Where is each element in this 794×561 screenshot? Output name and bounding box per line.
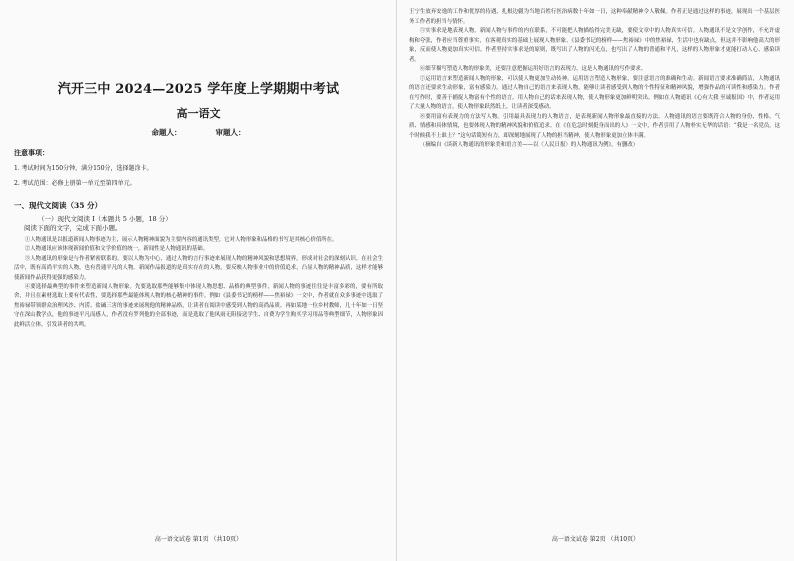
subsection-heading: （一）现代文阅读 I（本题共 5 小题，18 分） bbox=[38, 215, 172, 223]
subject-title: 高一语文 bbox=[176, 107, 221, 120]
reviewer-label: 审题人： bbox=[215, 128, 246, 137]
passage-paragraph: ⑤实事求是地表现人物。新闻人物与事件的内在联系，不可能把人物描绘得完美无缺，要使文章中的人物真实可信。人物通讯不是文学创作，不允许虚构和夸张，作者应当尊重事实，在客观真实的基础上展现人物形象。《县委书记的榜样——焦裕禄》中的焦裕禄，生活中也有缺点，但这并不影响他高大的形象，反而使人物更加真实可信。作者坚持实事求是的原则，既写出了人物的闪光点，也写出了人物的普通和平凡，这样的人物形象才更能打动人心、感染读者。 bbox=[409, 28, 780, 63]
section-heading: 一、现代文阅读（35 分） bbox=[14, 201, 103, 210]
page-footer: 高一语文试卷 第2页 （共10页） bbox=[551, 536, 640, 543]
notice-item: 2. 考试范围：必修上册第一单元至第四单元。 bbox=[14, 180, 136, 187]
exam-title: 汽开三中 2024—2025 学年度上学期期中考试 bbox=[57, 82, 340, 97]
passage-paragraph: 王宁生放弃安逸的工作和优厚的待遇，扎根边疆为当地百姓行医治病数十年如一日，这种奉献精神令人敬佩。作者正是通过这样的事迹，展现出一个基层医务工作者的担当与情怀。 bbox=[409, 9, 780, 25]
passage-paragraph: ②人物通讯应该体现新闻价值和文学价值的统一，新闻性是人物通讯的基础。 bbox=[24, 246, 209, 253]
page-footer: 高一语文试卷 第1页 （共10页） bbox=[154, 536, 243, 543]
author-line bbox=[14, 127, 383, 138]
passage-paragraph: ⑥细节描写塑造人物的形象美，还要注意把握运用好语言的表现力，这是人物通讯的写作要求。 bbox=[419, 66, 647, 72]
notice-heading: 注意事项： bbox=[14, 148, 49, 157]
passage-paragraph: ④要选择最典型的事件来塑造新闻人物形象。先要选取那些能够集中体现人物思想、品格的典型事件，新闻人物的事迹往往是丰富多彩的，要有所取舍，并且在素材选取上要有代表性，要选择那些最能体现人物的核心精神的事件。例如《县委书记的榜样——焦裕禄》一文中，作者就在众多事迹中选取了焦裕禄带领群众治理风沙、内涝、盐碱三害的事迹来展现他的精神品格，让读者在阅读中感受到人物的高尚品质。再如某地一位乡村教师，几十年如一日坚守在深山教学点，他的事迹平凡而感人，作者没有罗列他的全部事迹，而是选取了他风雨无阻接送学生、自费为学生购买学习用品等典型细节，人物形象因此鲜活立体，引发读者的共鸣。 bbox=[14, 284, 383, 328]
passage-paragraph: ⑧要用富有表现力的方法写人物。引用最具表现力的人物语言，是表现新闻人物形象最直接的方法。人物通讯的语言要既符合人物的身份、性格、气质、情感和具体情境，也要体现人物的精神风貌和价值追求。在《在危急时刻挺身而出的人》一文中，作者引用了人物朴实无华的话语：“我是一名党员，这个时候我不上谁上？”这句话简短有力，却深刻地展现了人物的担当精神，使人物形象更加立体丰满。 bbox=[409, 113, 780, 139]
page-2 bbox=[397, 0, 794, 561]
notice-item: 1. 考试时间为150分钟，满分150分，选择题涂卡。 bbox=[14, 165, 153, 172]
subsection-instruction: 阅读下面的文字，完成下面小题。 bbox=[24, 224, 122, 232]
setter-label: 命题人： bbox=[151, 128, 182, 137]
passage-paragraph: ①人物通讯是以报道新闻人物事迹为主，展示人物精神面貌为主要内容的通讯类型。它对人物形象和品格的书写是其核心价值所在。 bbox=[24, 237, 338, 243]
passage-paragraph: ③人物通讯的形象是与作者紧密联系的，要以人物为中心，通过人物的言行事迹来展现人物的精神风貌和思想境界，形成对社会的深刻认识。在社会生活中，既有高尚平实的人物，也有普通平凡的人物。新闻作品报道的是真实存在的人物，要反映人物事业中的价值追求，凸显人物的精神品质，这样才能够使新闻作品获得更强的感染力。 bbox=[14, 255, 383, 281]
passage-paragraph: ⑦运用语言来塑造新闻人物的形象，可以使人物更加生动传神。运用语言塑造人物形象，要注意语言的准确和生动。新闻语言要求准确简洁，人物通讯的语言还要求生动形象，富有感染力。通过人物自己的语言来表现人物，能够让读者感受到人物的个性特征和精神风貌，增强作品的可读性和感染力。作者在写作时，要善于捕捉人物富有个性的语言，用人物自己的话来表现人物，使人物形象更加鲜明突出。例如在人物通讯《心有大我 至诚报国》中，作者运用了大量人物的语言，使人物形象跃然纸上，让读者深受感动。 bbox=[409, 75, 780, 110]
source-note: （摘编自《谈新人物通讯的形象美和语言美——以〈人民日报〉的人物通讯为例》，有删改） bbox=[419, 142, 639, 148]
